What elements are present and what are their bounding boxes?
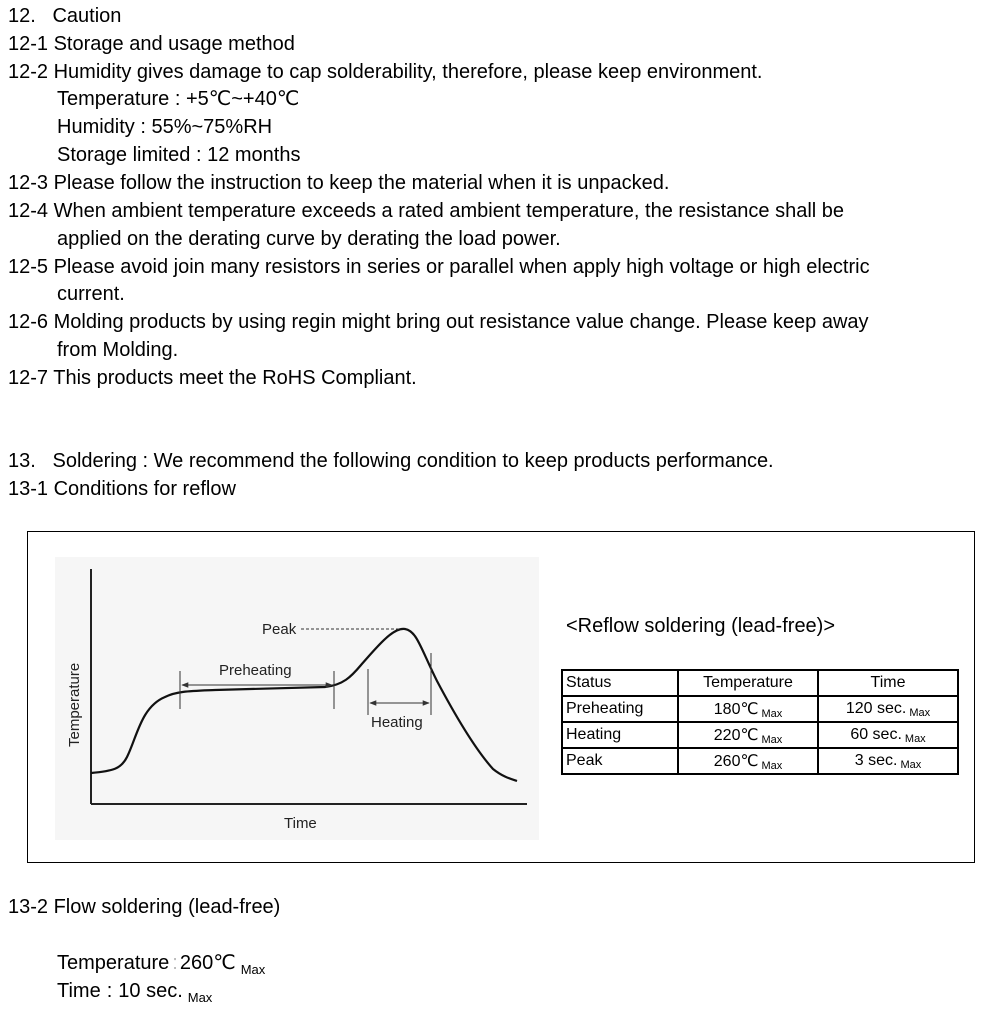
temperature-value: 260℃ — [713, 752, 759, 770]
max-suffix: Max — [904, 732, 926, 745]
flow-temperature-value: 260℃ — [179, 952, 236, 974]
header-status: Status — [562, 670, 678, 696]
storage-temperature: Temperature : +5℃~+40℃ — [57, 88, 300, 110]
reflow-profile-svg — [55, 557, 539, 840]
status-cell: Peak — [562, 748, 678, 774]
max-suffix: Max — [761, 707, 783, 720]
status-cell: Heating — [562, 722, 678, 748]
time-value: 3 sec. — [854, 751, 898, 769]
flow-time-label: Time — [57, 980, 101, 1002]
max-suffix: Max — [187, 990, 213, 1005]
flow-time-separator: : — [106, 980, 113, 1002]
temperature-value: 220℃ — [713, 726, 759, 744]
temperature-value: 180℃ — [713, 700, 759, 718]
reflow-table-title: <Reflow soldering (lead-free)> — [566, 615, 836, 637]
table-header-row — [562, 670, 958, 696]
soldering-heading-number: 13. — [8, 450, 36, 472]
caution-item-12-2: 12-2 Humidity gives damage to cap solderability, therefore, please keep environment. — [8, 61, 763, 83]
peak-label: Peak — [262, 621, 297, 638]
caution-item-12-3: 12-3 Please follow the instruction to keep the material when it is unpacked. — [8, 172, 670, 194]
caution-item-12-1: 12-1 Storage and usage method — [8, 33, 295, 55]
flow-time-value: 10 sec. — [118, 980, 183, 1002]
max-suffix: Max — [761, 759, 783, 772]
caution-heading-number: 12. — [8, 5, 36, 27]
time-cell — [818, 748, 958, 774]
caution-item-12-5: 12-5 Please avoid join many resistors in series or parallel when apply high voltage or high electric — [8, 256, 870, 278]
temperature-cell — [678, 748, 818, 774]
temperature-profile-curve — [91, 629, 517, 781]
caution-item-12-4: 12-4 When ambient temperature exceeds a rated ambient temperature, the resistance shall be — [8, 200, 845, 222]
reflow-profile-chart — [55, 557, 539, 840]
time-value: 60 sec. — [850, 725, 902, 743]
caution-item-12-6-cont: from Molding. — [57, 339, 179, 361]
temperature-cell — [678, 722, 818, 748]
max-suffix: Max — [240, 962, 266, 977]
status-cell: Preheating — [562, 696, 678, 722]
reflow-conditions-box — [27, 531, 975, 863]
flow-subheading: 13-2 Flow soldering (lead-free) — [8, 896, 281, 918]
y-axis-label: Temperature — [66, 662, 83, 747]
preheat-label: Preheating — [219, 662, 292, 679]
caution-item-12-5-cont: current. — [57, 283, 125, 305]
flow-temperature-separator: : — [172, 952, 178, 974]
max-suffix: Max — [900, 758, 922, 771]
soldering-heading — [8, 447, 774, 475]
time-value: 120 sec. — [845, 699, 907, 717]
time-cell — [818, 722, 958, 748]
time-cell — [818, 696, 958, 722]
caution-heading-text: Caution — [52, 5, 122, 27]
heating-label: Heating — [371, 714, 423, 731]
caution-item-12-4-cont: applied on the derating curve by derating the load power. — [57, 228, 561, 250]
header-time: Time — [818, 670, 958, 696]
table-row — [562, 722, 958, 748]
header-temperature: Temperature — [678, 670, 818, 696]
max-suffix: Max — [909, 706, 931, 719]
storage-humidity: Humidity : 55%~75%RH — [57, 116, 273, 138]
reflow-subheading: 13-1 Conditions for reflow — [8, 478, 236, 500]
max-suffix: Max — [761, 733, 783, 746]
temperature-cell — [678, 696, 818, 722]
reflow-conditions-table — [561, 669, 959, 775]
flow-temperature-label: Temperature — [57, 952, 170, 974]
caution-item-12-6: 12-6 Molding products by using regin might bring out resistance value change. Please keep away — [8, 311, 869, 333]
soldering-heading-text: Soldering : We recommend the following condition to keep products performance. — [52, 450, 774, 472]
table-row — [562, 696, 958, 722]
caution-heading — [8, 2, 121, 30]
x-axis-label: Time — [284, 815, 317, 832]
table-row — [562, 748, 958, 774]
caution-item-12-7: 12-7 This products meet the RoHS Compliant. — [8, 367, 417, 389]
storage-limit: Storage limited : 12 months — [57, 144, 301, 166]
flow-time — [57, 977, 212, 1012]
